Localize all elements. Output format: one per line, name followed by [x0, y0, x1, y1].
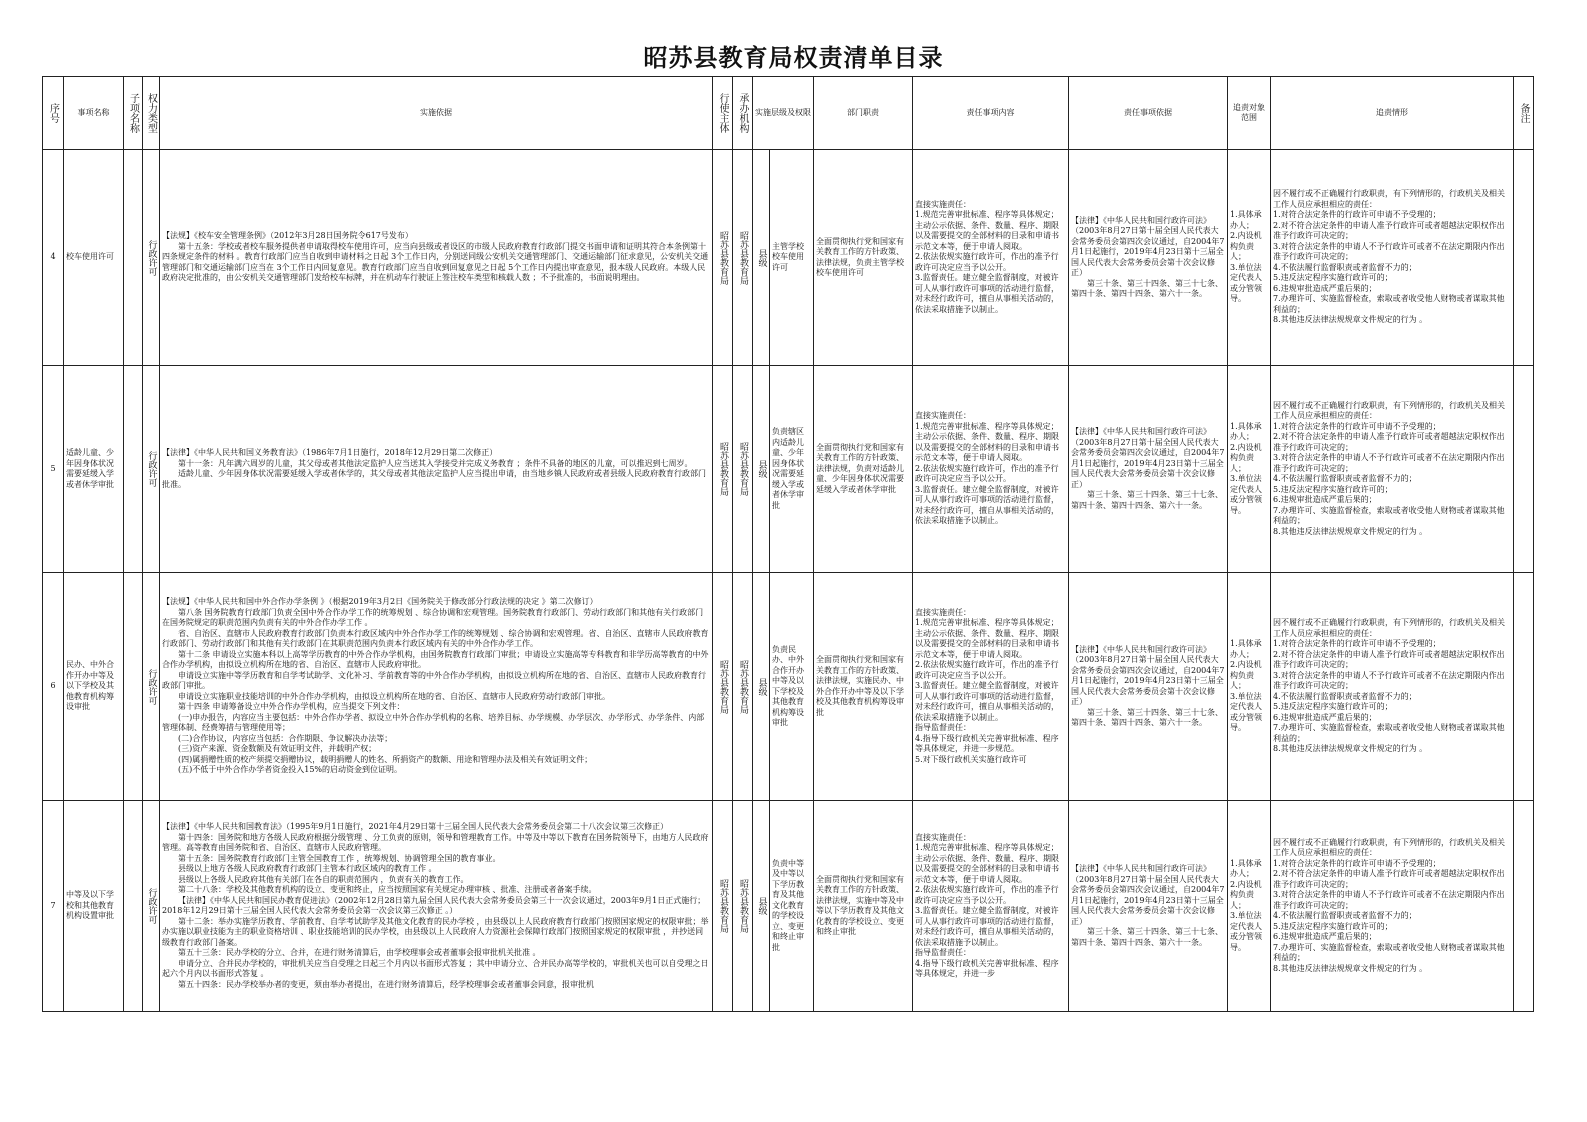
basis-line: (一)申办报告，内容应当主要包括：中外合作办学者、拟设立中外合作办学机构的名称、培养目标、办学规模、办学层次、办学形式、办学条件、内部管理体制、经费筹措与管理使用等；: [162, 712, 705, 733]
cell-no: 7: [43, 801, 64, 1012]
resp-line: 指导监督责任：: [915, 948, 971, 957]
cell-note: [1514, 573, 1534, 801]
accnt-line: 3.对符合法定条件的申请人不予行政许可或者不在法定期限内作出准予行政许可决定的；: [1273, 453, 1505, 473]
table-row: [43, 573, 1534, 801]
resp-line: 3.监督责任。建立健全监督制度，对被许可人从事行政许可事项的活动进行监督，对未经行政许可，擅自从事相关活动的，依法采取措施予以制止。: [915, 906, 1059, 947]
cell-no: 5: [43, 366, 64, 573]
header-note: 备注: [1514, 77, 1534, 150]
page-title: 昭苏县教育局权责清单目录: [643, 43, 944, 72]
cell-resp: [913, 801, 1069, 1012]
cell-level2: 主管学校校车使用许可: [770, 150, 814, 366]
header-accnt: 追责情形: [1271, 77, 1514, 150]
basis-line: 县级以上各级人民政府其他有关部门在各自的职责范围内 ，负责有关的教育工作。: [178, 874, 469, 884]
basis-line: 第十四条：国务院和地方各级人民政府根据分级管理 、分工负责的原则，领导和管理教育工作。中等及中等以下教育在国务院领导下，由地方人民政府管理。高等教育由国务院和省、自治区、直辖市人民政府管理。: [162, 832, 709, 852]
cell-agency: 昭苏县教育局: [733, 150, 753, 366]
cell-duty: 全面贯彻执行党和国家有关教育工作的方针政策、法律法规，实施中等及中等以下学历教育及其他文化教育的学校设立、变更和终止审批: [814, 801, 913, 1012]
resp-line: 直接实施责任：: [915, 832, 971, 842]
cell-sub: [124, 366, 143, 573]
basis-line: 第八条 国务院教育行政部门负责全国中外合作办学工作的统筹规划 、综合协调和宏观管理。国务院教育行政部门、劳动行政部门和其他有关行政部门在国务院规定的职责范围内负责有关的中外合作办学工作 。: [162, 607, 704, 628]
cell-subject: 昭苏县教育局: [713, 366, 733, 573]
resp-line: 指导监督责任：: [915, 723, 971, 733]
accnt-line: 2.对不符合法定条件的申请人准予行政许可或者超越法定职权作出准予行政许可决定的；: [1273, 220, 1505, 241]
resp-line: 2.依法依规实施行政许可，作出的准予行政许可决定应当予以公开。: [915, 660, 1059, 680]
cell-resp: [913, 366, 1069, 573]
cell-basis: [160, 573, 713, 801]
cell-note: [1514, 150, 1534, 366]
cell-name: 民办、中外合作开办中等及以下学校及其他教育机构筹设审批: [64, 573, 124, 801]
resp-line: 直接实施责任：: [915, 199, 971, 209]
basis-line: 县级以上地方各级人民政府教育行政部门主管本行政区域内的教育工作 。: [178, 864, 437, 873]
cell-agency: 昭苏县教育局: [733, 366, 753, 573]
basis-line: 第十二条：举办实施学历教育、学前教育、自学考试助学及其他文化教育的民办学校 ，由县级以上人民政府教育行政部门按照国家规定的权限审批；举办实施以职业技能为主的职业资格培训 、职业技能培训的民办学校，由县级以上人民政府人力资源社会保障行政部门按照国家规定的权限审批 ，并抄送同级教育行政部门备案。: [162, 916, 709, 947]
cell-agency: 昭苏县教育局: [733, 801, 753, 1012]
resp-line: 5.对下级行政机关实施行政许可: [915, 754, 1027, 764]
basis-line: 申请分立、合并民办学校的，审批机关应当自受理之日起三个月内以书面形式答复 ；其中申请分立、合并民办高等学校的，审批机关也可以自受理之日起六个月内以书面形式答复 。: [162, 958, 709, 978]
cell-agency: 昭苏县教育局: [733, 573, 753, 801]
accnt-line: 4.不依法履行监督职责或者监督不力的；: [1273, 474, 1417, 484]
basis-line: 第十二条 申请设立实施本科以上高等学历教育的中外合作办学机构，由国务院教育行政部门审批；申请设立实施高等专科教育和非学历高等教育的中外合作办学机构，由拟设立机构所在地的省、自治区、直辖市人民政府审批。: [162, 649, 709, 670]
cell-name: 中等及以下学校和其他教育机构设置审批: [64, 801, 124, 1012]
accnt-line: 8.其他违反法律法规规章文件规定的行为 。: [1273, 963, 1428, 973]
resp-line: 1.规范完善审批标准、程序等具体规定；主动公示依据、条件、数量、程序、期限以及需要提交的全部材料的目录和申请书示范文本等，便于申请人阅取。: [915, 618, 1059, 659]
resp-basis-line: 【法律】《中华人民共和国行政许可法》（2003年8月27日第十届全国人民代表大会常务委员会第四次会议通过，自2004年7月1日起施行，2019年4月23日第十三届全国人民代表大会常务委员会第十次会议修正）: [1071, 215, 1225, 277]
header-agency: 承办机构: [733, 77, 753, 150]
header-duty: 部门职责: [814, 77, 913, 150]
resp-line: 3.监督责任。建立健全监督制度，对被许可人从事行政许可事项的活动进行监督，对未经行政许可，擅自从事相关活动的，依法采取措施予以制止。: [915, 484, 1059, 526]
cell-level2: 负责辖区内适龄儿童、少年因身体状况需要延缓入学或者休学审批: [770, 366, 814, 573]
cell-level1: 县级: [753, 573, 770, 801]
cell-name: 适龄儿童、少年因身体状况需要延缓入学或者休学审批: [64, 366, 124, 573]
cell-no: 6: [43, 573, 64, 801]
resp-line: 1.规范完善审批标准、程序等具体规定；主动公示依据、条件、数量、程序、期限以及需要提交的全部材料的目录和申请书示范文本等，便于申请人阅取。: [915, 421, 1059, 463]
resp-line: 4.指导下级行政机关完善审批标准、程序等具体规定，并进一步: [915, 958, 1059, 978]
scope-line: 1.具体承办人；: [1230, 639, 1262, 659]
accnt-line: 4.不依法履行监督职责或者监督不力的；: [1273, 262, 1417, 272]
accnt-line: 7.办理许可、实施监督检查，索取或者收受他人财物或者谋取其他利益的；: [1273, 505, 1505, 526]
cell-scope: [1228, 573, 1271, 801]
header-resp-basis: 责任事项依据: [1069, 77, 1228, 150]
cell-note: [1514, 801, 1534, 1012]
basis-line: 第五十四条：民办学校举办者的变更，须由举办者提出，在进行财务清算后，经学校理事会或者董事会同意，报审批机: [178, 979, 594, 989]
table-row: [43, 801, 1534, 1012]
cell-resp-basis: [1069, 366, 1228, 573]
basis-line: 省、自治区、直辖市人民政府教育行政部门负责本行政区域内中外合作办学工作的统筹规划 、综合协调和宏观管理。省、自治区、直辖市人民政府教育行政部门、劳动行政部门和其他有关行政部门在其职责范围内负责本行政区域内有关的中外合作办学工作。: [162, 628, 709, 649]
accnt-line: 因不履行或不正确履行行政职责，有下列情形的，行政机关及相关工作人员应承担相应的责任：: [1273, 837, 1505, 858]
header-sub: 子项名称: [124, 77, 143, 150]
header-scope: 追责对象范围: [1228, 77, 1271, 150]
resp-line: 直接实施责任：: [915, 411, 971, 421]
header-type: 权力类型: [143, 77, 160, 150]
cell-sub: [124, 150, 143, 366]
cell-accnt: [1271, 801, 1514, 1012]
header-row: [43, 77, 1534, 150]
resp-line: 2.依法依规实施行政许可，作出的准予行政许可决定应当予以公开。: [915, 463, 1059, 484]
accnt-line: 5.违反法定程序实施行政许可的；: [1273, 921, 1393, 931]
accnt-line: 1.对符合法定条件的行政许可申请不予受理的；: [1273, 858, 1441, 868]
cell-resp-basis: [1069, 150, 1228, 366]
cell-scope: [1228, 150, 1271, 366]
basis-line: 【法律】《中华人民共和国教育法》（1995年9月1日施行，2021年4月29日第十三届全国人民代表大会常务委员会第二十八次会议第三次修正）: [162, 822, 669, 831]
cell-type: 行政许可: [143, 150, 160, 366]
cell-duty: 全面贯彻执行党和国家有关教育工作的方针政策、法律法规，负责主管学校校车使用许可: [814, 150, 913, 366]
basis-line: 第二十八条：学校及其他教育机构的设立、变更和终止，应当按照国家有关规定办理审核 、批准、注册或者备案手续。: [178, 885, 597, 894]
accnt-line: 7.办理许可、实施监督检查，索取或者收受他人财物或者谋取其他利益的；: [1273, 942, 1505, 963]
scope-line: 3.单位法定代表人或分管领导。: [1230, 691, 1262, 733]
header-basis: 实施依据: [160, 77, 713, 150]
scope-line: 3.单位法定代表人或分管领导。: [1230, 911, 1262, 952]
cell-accnt: [1271, 150, 1514, 366]
scope-line: 1.具体承办人；: [1230, 858, 1262, 879]
cell-level1: 县级: [753, 801, 770, 1012]
accnt-line: 7.办理许可、实施监督检查，索取或者收受他人财物或者谋取其他利益的；: [1273, 723, 1505, 743]
cell-sub: [124, 573, 143, 801]
resp-line: 直接实施责任：: [915, 607, 971, 617]
resp-line: 1.规范完善审批标准、程序等具体规定；主动公示依据、条件、数量、程序、期限以及需要提交的全部材料的目录和申请书示范文本等，便于申请人阅取。: [915, 210, 1059, 251]
accnt-line: 1.对符合法定条件的行政许可申请不予受理的；: [1273, 639, 1441, 649]
basis-line: (三)资产来源、资金数额及有效证明文件，并载明产权；: [178, 744, 377, 754]
cell-duty: 全面贯彻执行党和国家有关教育工作的方针政策、法律法规，负责对适龄儿童、少年因身体状况需要延缓入学或者休学审批: [814, 366, 913, 573]
resp-basis-line: 第三十条、第三十四条、第三十七条、第四十条、第四十四条、第六十一条。: [1071, 927, 1223, 947]
accnt-line: 2.对不符合法定条件的申请人准予行政许可或者超越法定职权作出准予行政许可决定的；: [1273, 649, 1505, 670]
basis-line: 【法规】《中华人民共和国中外合作办学条例 》（根据2019年3月2日《国务院关于修改部分行政法规的决定 》第二次修订）: [162, 597, 598, 607]
accnt-line: 2.对不符合法定条件的申请人准予行政许可或者超越法定职权作出准予行政许可决定的；: [1273, 432, 1505, 452]
accnt-line: 因不履行或不正确履行行政职责，有下列情形的，行政机关及相关工作人员应承担相应的责任：: [1273, 189, 1505, 209]
resp-basis-line: 第三十条、第三十四条、第三十七条、第四十条、第四十四条、第六十一条。: [1071, 707, 1223, 727]
accnt-line: 因不履行或不正确履行行政职责，有下列情形的，行政机关及相关工作人员应承担相应的责任：: [1273, 618, 1505, 638]
accnt-line: 3.对符合法定条件的申请人不予行政许可或者不在法定期限内作出准予行政许可决定的；: [1273, 670, 1505, 691]
resp-line: 2.依法依规实施行政许可，作出的准予行政许可决定应当予以公开。: [915, 252, 1059, 272]
resp-basis-line: 第三十条、第三十四条、第三十七条、第四十条、第四十四条、第六十一条。: [1071, 490, 1223, 510]
resp-basis-line: 【法律】《中华人民共和国行政许可法》（2003年8月27日第十届全国人民代表大会常务委员会第四次会议通过，自2004年7月1日起施行，2019年4月23日第十三届全国人民代表大会常务委员会第十次会议修正）: [1071, 427, 1225, 489]
cell-level1: 县级: [753, 150, 770, 366]
cell-name: 校车使用许可: [64, 150, 124, 366]
cell-note: [1514, 366, 1534, 573]
cell-subject: 昭苏县教育局: [713, 573, 733, 801]
accnt-line: 4.不依法履行监督职责或者监督不力的；: [1273, 911, 1417, 921]
scope-line: 3.单位法定代表人或分管领导。: [1230, 474, 1262, 515]
scope-line: 2.内设机构负责人；: [1230, 879, 1262, 910]
basis-line: 第十四条 申请筹备设立中外合作办学机构，应当提交下列文件：: [178, 702, 405, 712]
cell-scope: [1228, 366, 1271, 573]
cell-resp: [913, 573, 1069, 801]
basis-line: 【法律】《中华人民共和国义务教育法》（1986年7月1日施行，2018年12月29日第二次修正）: [162, 448, 498, 457]
accnt-line: 8.其他违反法律法规规章文件规定的行为 。: [1273, 315, 1428, 325]
responsibility-table: [42, 76, 1534, 1012]
basis-line: 第十一条：凡年满六周岁的儿童，其父母或者其他法定监护人应当送其入学接受并完成义务教育 ；条件不具备的地区的儿童，可以推迟到七周岁。: [178, 458, 693, 468]
cell-resp-basis: [1069, 801, 1228, 1012]
cell-duty: 全面贯彻执行党和国家有关教育工作的方针政策、法律法规，实施民办、中外合作开办中等及以下学校及其他教育机构筹设审批: [814, 573, 913, 801]
accnt-line: 6.违规审批造成严重后果的；: [1273, 283, 1377, 293]
cell-level1: 县级: [753, 366, 770, 573]
cell-type: 行政许可: [143, 573, 160, 801]
resp-line: 2.依法依规实施行政许可，作出的准予行政许可决定应当予以公开。: [915, 885, 1059, 905]
cell-accnt: [1271, 573, 1514, 801]
cell-type: 行政许可: [143, 366, 160, 573]
cell-level2: 负责中等及中等以下学历教育及其他文化教育的学校设立、变更和终止审批: [770, 801, 814, 1012]
cell-basis: [160, 801, 713, 1012]
accnt-line: 2.对不符合法定条件的申请人准予行政许可或者超越法定职权作出准予行政许可决定的；: [1273, 869, 1505, 889]
accnt-line: 5.违反法定程序实施行政许可的；: [1273, 273, 1393, 283]
header-level: 实施层级及权限: [753, 77, 814, 150]
basis-line: 【法律】《中华人民共和国民办教育促进法》（2002年12月28日第九届全国人民代表大会常务委员会第三十一次会议通过，2003年9月1日正式施行；2018年12月29日第十三届全国人民代表大会常务委员会第一次会议第三次修正 。）: [162, 895, 706, 915]
scope-line: 2.内设机构负责人；: [1230, 231, 1262, 262]
accnt-line: 3.对符合法定条件的申请人不予行政许可或者不在法定期限内作出准予行政许可决定的；: [1273, 890, 1505, 910]
cell-sub: [124, 801, 143, 1012]
accnt-line: 3.对符合法定条件的申请人不予行政许可或者不在法定期限内作出准予行政许可决定的；: [1273, 241, 1505, 262]
accnt-line: 5.违反法定程序实施行政许可的；: [1273, 702, 1393, 712]
accnt-line: 因不履行或不正确履行行政职责，有下列情形的，行政机关及相关工作人员应承担相应的责任：: [1273, 400, 1505, 421]
accnt-line: 1.对符合法定条件的行政许可申请不予受理的；: [1273, 421, 1441, 431]
resp-basis-line: 【法律】《中华人民共和国行政许可法》（2003年8月27日第十届全国人民代表大会常务委员会第四次会议通过，自2004年7月1日起施行，2019年4月23日第十三届全国人民代表大会常务委员会第十次会议修正）: [1071, 644, 1225, 706]
accnt-line: 4.不依法履行监督职责或者监督不力的；: [1273, 691, 1417, 701]
cell-scope: [1228, 801, 1271, 1012]
basis-line: 申请设立实施中等学历教育和自学考试助学、文化补习、学前教育等的中外合作办学机构，由拟设立机构所在地的省、自治区、直辖市人民政府教育行政部门审批。: [162, 670, 706, 691]
resp-line: 4.指导下级行政机关完善审批标准、程序等具体规定，并进一步规范。: [915, 733, 1059, 754]
resp-line: 1.规范完善审批标准、程序等具体规定；主动公示依据、条件、数量、程序、期限以及需要提交的全部材料的目录和申请书示范文本等，便于申请人阅取。: [915, 843, 1059, 884]
scope-line: 2.内设机构负责人；: [1230, 442, 1262, 473]
accnt-line: 8.其他违反法律法规规章文件规定的行为 。: [1273, 744, 1428, 754]
header-subject: 行使主体: [713, 77, 733, 150]
cell-basis: [160, 366, 713, 573]
accnt-line: 6.违规审批造成严重后果的；: [1273, 712, 1377, 722]
resp-basis-line: 【法律】《中华人民共和国行政许可法》（2003年8月27日第十届全国人民代表大会常务委员会第四次会议通过，自2004年7月1日起施行，2019年4月23日第十三届全国人民代表大会常务委员会第十次会议修正）: [1071, 864, 1225, 926]
basis-line: 申请设立实施职业技能培训的中外合作办学机构，由拟设立机构所在地的省、自治区、直辖市人民政府劳动行政部门审批。: [178, 691, 610, 701]
basis-line: 第十五条：学校或者校车服务提供者申请取得校车使用许可，应当向县级或者设区的市级人民政府教育行政部门提交书面申请和证明其符合本条例第十四条规定条件的材料 。教育行政部门应当自收到申请材料之日起 3个工作日内，分别送同级公安机关交通管理部门、交通运输部门征求意见，公安机关交通管理部门和交通运输部门应当在 3个工作日内回复意见。教育行政部门应当自收到回复意见之日起 5个工作日内提出审查意见，报本级人民政府。本级人民政府决定批准的，由公安机关交通管理部门发给校车标牌，并在机动车行驶证上签注校车类型和核载人数 ；不予批准的，书面说明理由。: [162, 241, 709, 283]
header-resp: 责任事项内容: [913, 77, 1069, 150]
cell-type: 行政许可: [143, 801, 160, 1012]
header-no: 序号: [43, 77, 64, 150]
accnt-line: 6.违规审批造成严重后果的；: [1273, 495, 1377, 505]
basis-line: 第十五条：国务院教育行政部门主管全国教育工作 ，统筹规划、协调管理全国的教育事业。: [178, 853, 501, 863]
basis-line: (五)不低于中外合作办学者资金投入15%的启动资金到位证明。: [178, 765, 403, 775]
accnt-line: 6.违规审批造成严重后果的；: [1273, 932, 1377, 942]
scope-line: 2.内设机构负责人；: [1230, 660, 1262, 691]
table-row: [43, 366, 1534, 573]
table-row: [43, 150, 1534, 366]
scope-line: 1.具体承办人；: [1230, 210, 1262, 230]
cell-level2: 负责民办、中外合作开办中等及以下学校及其他教育机构筹设审批: [770, 573, 814, 801]
resp-line: 3.监督责任。建立健全监督制度，对被许可人从事行政许可事项的活动进行监督，对未经行政许可，擅自从事相关活动的，依法采取措施予以制止。: [915, 273, 1059, 314]
basis-line: (四)属捐赠性质的校产须提交捐赠协议，载明捐赠人的姓名、所捐资产的数额、用途和管理办法及相关有效证明文件；: [178, 754, 593, 764]
accnt-line: 1.对符合法定条件的行政许可申请不予受理的；: [1273, 210, 1441, 220]
basis-line: 适龄儿童、少年因身体状况需要延缓入学或者休学的，其父母或者其他法定监护人应当提出申请，由当地乡镇人民政府或者县级人民政府教育行政部门批准。: [162, 469, 706, 489]
cell-no: 4: [43, 150, 64, 366]
scope-line: 3.单位法定代表人或分管领导。: [1230, 262, 1262, 304]
cell-resp: [913, 150, 1069, 366]
header-name: 事项名称: [64, 77, 124, 150]
basis-line: 第五十三条：民办学校的分立、合并，在进行财务清算后，由学校理事会或者董事会报审批机关批准 。: [178, 948, 541, 957]
accnt-line: 8.其他违反法律法规规章文件规定的行为 。: [1273, 526, 1428, 536]
accnt-line: 5.违反法定程序实施行政许可的；: [1273, 484, 1393, 494]
cell-accnt: [1271, 366, 1514, 573]
resp-line: 3.监督责任。建立健全监督制度，对被许可人从事行政许可事项的活动进行监督，对未经行政许可，擅自从事相关活动的，依法采取措施予以制止。: [915, 681, 1059, 722]
accnt-line: 7.办理许可、实施监督检查，索取或者收受他人财物或者谋取其他利益的；: [1273, 294, 1505, 314]
cell-resp-basis: [1069, 573, 1228, 801]
cell-basis: [160, 150, 713, 366]
basis-line: (二)合作协议，内容应当包括：合作期限、争议解决办法等；: [178, 733, 393, 743]
basis-line: 【法规】《校车安全管理条例》（2012年3月28日国务院令617号发布）: [162, 231, 413, 241]
scope-line: 1.具体承办人；: [1230, 421, 1262, 442]
cell-subject: 昭苏县教育局: [713, 150, 733, 366]
resp-basis-line: 第三十条、第三十四条、第三十七条、第四十条、第四十四条、第六十一条。: [1071, 278, 1223, 298]
cell-subject: 昭苏县教育局: [713, 801, 733, 1012]
